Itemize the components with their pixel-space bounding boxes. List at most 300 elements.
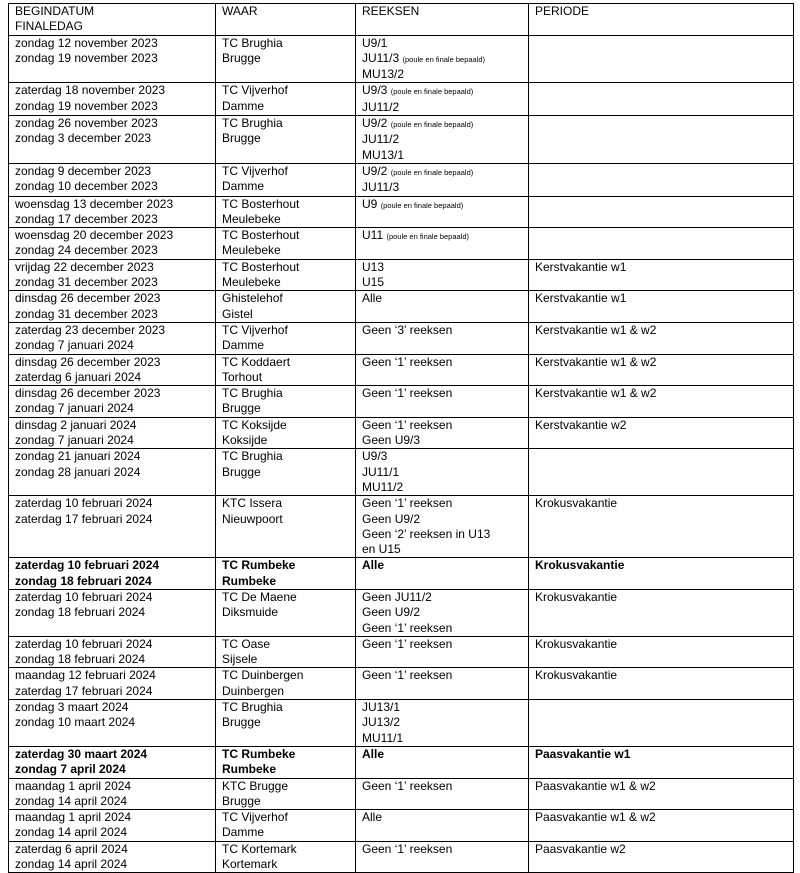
place-cell bbox=[216, 746, 356, 778]
series-item: U9/1 bbox=[362, 35, 388, 50]
series-cell bbox=[356, 746, 529, 778]
table-row bbox=[9, 778, 794, 810]
table-row bbox=[9, 668, 794, 700]
begin-date: zondag 21 januari 2024 bbox=[15, 449, 141, 464]
table-body bbox=[9, 35, 794, 873]
place-cell bbox=[216, 778, 356, 810]
series-item: JU11/2 bbox=[362, 132, 400, 147]
begin-date: maandag 12 februari 2024 bbox=[15, 668, 156, 683]
period-text: Kerstvakantie w1 & w2 bbox=[535, 322, 657, 337]
series-line bbox=[362, 842, 522, 857]
period-text: Kerstvakantie w1 & w2 bbox=[535, 386, 657, 401]
series-line bbox=[362, 558, 522, 573]
series-line bbox=[362, 731, 522, 746]
series-line bbox=[362, 228, 522, 244]
series-line bbox=[362, 542, 522, 557]
series-item: Alle bbox=[362, 810, 383, 825]
header-periode bbox=[529, 4, 794, 36]
period-text: Paasvakantie w1 & w2 bbox=[535, 810, 656, 825]
period-text: Paasvakantie w1 bbox=[535, 746, 631, 761]
series-item: JU13/1 bbox=[362, 700, 401, 715]
place-cell bbox=[216, 196, 356, 228]
period-text: Paasvakantie w2 bbox=[535, 841, 626, 856]
begin-date: dinsdag 26 december 2023 bbox=[15, 386, 161, 401]
place-cell bbox=[216, 163, 356, 196]
final-date: zondag 7 april 2024 bbox=[15, 762, 126, 777]
begin-date: zaterdag 30 maart 2024 bbox=[15, 746, 148, 761]
city-name: Damme bbox=[222, 179, 265, 194]
final-date: zondag 18 februari 2024 bbox=[15, 605, 146, 620]
series-item: U9/2 bbox=[362, 116, 388, 131]
period-cell bbox=[529, 841, 794, 873]
place-cell bbox=[216, 259, 356, 291]
dates-cell bbox=[9, 354, 216, 386]
dates-cell bbox=[9, 196, 216, 228]
place-cell bbox=[216, 386, 356, 418]
series-line bbox=[362, 83, 522, 99]
final-date: zondag 19 november 2023 bbox=[15, 50, 158, 65]
series-line bbox=[362, 480, 522, 495]
series-item: U9 bbox=[362, 196, 378, 211]
city-name: Brugge bbox=[222, 131, 261, 146]
series-line bbox=[362, 668, 522, 683]
series-line bbox=[362, 260, 522, 275]
series-item: Geen ‘1’ reeksen bbox=[362, 496, 453, 511]
series-item: U13 bbox=[362, 259, 385, 274]
series-line bbox=[362, 51, 522, 67]
table-row bbox=[9, 636, 794, 668]
header-line: FINALEDAG bbox=[15, 19, 84, 34]
period-cell bbox=[529, 778, 794, 810]
series-note: (poule en finale bepaald) bbox=[380, 200, 464, 210]
series-note: (poule en finale bepaald) bbox=[402, 54, 486, 64]
begin-date: zondag 9 december 2023 bbox=[15, 163, 152, 178]
begin-date: zaterdag 10 februari 2024 bbox=[15, 496, 153, 511]
table-row bbox=[9, 386, 794, 418]
series-line bbox=[362, 449, 522, 464]
final-date: zondag 3 december 2023 bbox=[15, 131, 152, 146]
series-item: JU11/3 bbox=[362, 180, 400, 195]
series-item: Geen ‘2’ reeksen in U13 bbox=[362, 526, 491, 541]
series-note: (poule en finale bepaald) bbox=[390, 87, 474, 97]
final-date: zondag 7 januari 2024 bbox=[15, 401, 134, 416]
final-date: zondag 17 december 2023 bbox=[15, 211, 158, 226]
period-cell bbox=[529, 636, 794, 668]
series-cell bbox=[356, 558, 529, 590]
table-row bbox=[9, 116, 794, 164]
series-line bbox=[362, 148, 522, 163]
series-item: Geen ‘1’ reeksen bbox=[362, 668, 453, 683]
series-item: Geen ‘1’ reeksen bbox=[362, 778, 453, 793]
series-cell bbox=[356, 778, 529, 810]
period-cell bbox=[529, 116, 794, 164]
header-line: BEGINDATUM bbox=[15, 4, 95, 18]
period-cell bbox=[529, 354, 794, 386]
final-date: zondag 7 januari 2024 bbox=[15, 433, 134, 448]
begin-date: zaterdag 10 februari 2024 bbox=[15, 589, 153, 604]
club-name: TC Vijverhof bbox=[222, 810, 288, 825]
table-row bbox=[9, 291, 794, 323]
series-item: Geen ‘1’ reeksen bbox=[362, 841, 453, 856]
series-cell bbox=[356, 83, 529, 116]
city-name: Koksijde bbox=[222, 433, 268, 448]
series-cell bbox=[356, 386, 529, 418]
period-cell bbox=[529, 35, 794, 83]
table-row bbox=[9, 496, 794, 558]
dates-cell bbox=[9, 417, 216, 449]
series-item: Geen ‘1’ reeksen bbox=[362, 354, 453, 369]
series-item: Geen ‘3’ reeksen bbox=[362, 322, 453, 337]
club-name: TC Koksijde bbox=[222, 417, 287, 432]
series-item: MU11/2 bbox=[362, 479, 404, 494]
table-row bbox=[9, 841, 794, 873]
city-name: Meulebeke bbox=[222, 275, 281, 290]
table-row bbox=[9, 259, 794, 291]
series-cell bbox=[356, 196, 529, 228]
series-line bbox=[362, 418, 522, 433]
series-item: JU11/3 bbox=[362, 50, 400, 65]
header-line: REEKSEN bbox=[362, 4, 420, 18]
club-name: TC Brughia bbox=[222, 386, 283, 401]
begin-date: woensdag 20 december 2023 bbox=[15, 228, 174, 243]
table-row bbox=[9, 196, 794, 228]
series-item: U9/3 bbox=[362, 449, 388, 464]
begin-date: zaterdag 18 november 2023 bbox=[15, 83, 166, 98]
begin-date: vrijdag 22 december 2023 bbox=[15, 259, 154, 274]
table-row bbox=[9, 449, 794, 496]
series-line bbox=[362, 496, 522, 511]
series-item: Alle bbox=[362, 746, 385, 761]
series-item: MU11/1 bbox=[362, 730, 404, 745]
header-line: WAAR bbox=[222, 4, 258, 18]
series-line bbox=[362, 197, 522, 213]
dates-cell bbox=[9, 700, 216, 747]
begin-date: maandag 1 april 2024 bbox=[15, 810, 132, 825]
place-cell bbox=[216, 841, 356, 873]
dates-cell bbox=[9, 35, 216, 83]
final-date: zaterdag 6 januari 2024 bbox=[15, 369, 142, 384]
series-line bbox=[362, 527, 522, 542]
final-date: zaterdag 17 februari 2024 bbox=[15, 511, 153, 526]
series-line bbox=[362, 621, 522, 636]
series-line bbox=[362, 433, 522, 448]
series-cell bbox=[356, 589, 529, 636]
club-name: TC Koddaert bbox=[222, 354, 291, 369]
table-row bbox=[9, 589, 794, 636]
final-date: zondag 14 april 2024 bbox=[15, 825, 128, 840]
tournament-table bbox=[8, 3, 794, 873]
period-cell bbox=[529, 228, 794, 260]
begin-date: zondag 26 november 2023 bbox=[15, 116, 158, 131]
series-line bbox=[362, 715, 522, 730]
period-cell bbox=[529, 83, 794, 116]
dates-cell bbox=[9, 496, 216, 558]
series-item: Geen ‘1’ reeksen bbox=[362, 636, 453, 651]
period-text: Kerstvakantie w1 & w2 bbox=[535, 354, 657, 369]
series-cell bbox=[356, 668, 529, 700]
final-date: zondag 14 april 2024 bbox=[15, 857, 128, 872]
place-cell bbox=[216, 354, 356, 386]
period-cell bbox=[529, 322, 794, 354]
place-cell bbox=[216, 589, 356, 636]
final-date: zondag 31 december 2023 bbox=[15, 306, 158, 321]
city-name: Kortemark bbox=[222, 857, 278, 872]
header-reeksen bbox=[356, 4, 529, 36]
dates-cell bbox=[9, 259, 216, 291]
period-text: Kerstvakantie w2 bbox=[535, 417, 627, 432]
period-cell bbox=[529, 746, 794, 778]
header-row bbox=[9, 4, 794, 36]
period-text: Krokusvakantie bbox=[535, 589, 618, 604]
begin-date: woensdag 13 december 2023 bbox=[15, 196, 174, 211]
series-cell bbox=[356, 417, 529, 449]
city-name: Rumbeke bbox=[222, 762, 277, 777]
series-line bbox=[362, 590, 522, 605]
dates-cell bbox=[9, 116, 216, 164]
series-item: Geen ‘1’ reeksen bbox=[362, 417, 453, 432]
table-row bbox=[9, 810, 794, 842]
place-cell bbox=[216, 228, 356, 260]
dates-cell bbox=[9, 228, 216, 260]
city-name: Gistel bbox=[222, 306, 253, 321]
period-cell bbox=[529, 196, 794, 228]
club-name: TC Bosterhout bbox=[222, 196, 300, 211]
table-row bbox=[9, 83, 794, 116]
table-row bbox=[9, 558, 794, 590]
place-cell bbox=[216, 322, 356, 354]
city-name: Brugge bbox=[222, 401, 261, 416]
table-row bbox=[9, 322, 794, 354]
series-line bbox=[362, 747, 522, 762]
table-row bbox=[9, 746, 794, 778]
series-item: Geen JU11/2 bbox=[362, 589, 432, 604]
city-name: Brugge bbox=[222, 50, 261, 65]
city-name: Damme bbox=[222, 825, 265, 840]
series-line bbox=[362, 637, 522, 652]
series-line bbox=[362, 605, 522, 620]
series-cell bbox=[356, 291, 529, 323]
period-cell bbox=[529, 810, 794, 842]
series-line bbox=[362, 164, 522, 180]
dates-cell bbox=[9, 841, 216, 873]
series-line bbox=[362, 180, 522, 195]
city-name: Damme bbox=[222, 98, 265, 113]
period-cell bbox=[529, 558, 794, 590]
period-cell bbox=[529, 163, 794, 196]
place-cell bbox=[216, 116, 356, 164]
final-date: zondag 18 februari 2024 bbox=[15, 573, 152, 588]
period-text: Kerstvakantie w1 bbox=[535, 291, 627, 306]
club-name: Ghistelehof bbox=[222, 291, 283, 306]
series-line bbox=[362, 810, 522, 825]
place-cell bbox=[216, 35, 356, 83]
final-date: zondag 24 december 2023 bbox=[15, 243, 158, 258]
series-note: (poule en finale bepaald) bbox=[390, 120, 474, 130]
final-date: zondag 31 december 2023 bbox=[15, 275, 158, 290]
begin-date: dinsdag 2 januari 2024 bbox=[15, 417, 137, 432]
place-cell bbox=[216, 636, 356, 668]
begin-date: zaterdag 10 februari 2024 bbox=[15, 558, 160, 573]
header-waar bbox=[216, 4, 356, 36]
dates-cell bbox=[9, 83, 216, 116]
table-row bbox=[9, 35, 794, 83]
club-name: TC Rumbeke bbox=[222, 746, 296, 761]
series-cell bbox=[356, 449, 529, 496]
club-name: TC Duinbergen bbox=[222, 668, 304, 683]
series-cell bbox=[356, 354, 529, 386]
series-item: Geen ‘1’ reeksen bbox=[362, 620, 453, 635]
dates-cell bbox=[9, 589, 216, 636]
city-name: Meulebeke bbox=[222, 211, 281, 226]
final-date: zondag 19 november 2023 bbox=[15, 98, 158, 113]
club-name: KTC Issera bbox=[222, 496, 283, 511]
series-line bbox=[362, 779, 522, 794]
city-name: Brugge bbox=[222, 464, 261, 479]
final-date: zaterdag 17 februari 2024 bbox=[15, 683, 153, 698]
series-line bbox=[362, 465, 522, 480]
series-item: U15 bbox=[362, 275, 385, 290]
series-item: Geen U9/2 bbox=[362, 605, 421, 620]
series-note: (poule en finale bepaald) bbox=[386, 232, 470, 242]
club-name: TC Vijverhof bbox=[222, 322, 288, 337]
club-name: TC Bosterhout bbox=[222, 259, 300, 274]
city-name: Diksmuide bbox=[222, 605, 279, 620]
series-cell bbox=[356, 700, 529, 747]
place-cell bbox=[216, 700, 356, 747]
city-name: Sijsele bbox=[222, 652, 258, 667]
period-cell bbox=[529, 589, 794, 636]
city-name: Meulebeke bbox=[222, 243, 281, 258]
club-name: TC Oase bbox=[222, 636, 271, 651]
series-item: MU13/2 bbox=[362, 67, 405, 82]
begin-date: zaterdag 23 december 2023 bbox=[15, 322, 166, 337]
series-cell bbox=[356, 636, 529, 668]
dates-cell bbox=[9, 746, 216, 778]
period-cell bbox=[529, 668, 794, 700]
final-date: zondag 10 december 2023 bbox=[15, 179, 158, 194]
club-name: TC Brughia bbox=[222, 116, 283, 131]
begin-date: dinsdag 26 december 2023 bbox=[15, 291, 161, 306]
begin-date: dinsdag 26 december 2023 bbox=[15, 354, 161, 369]
city-name: Brugge bbox=[222, 715, 261, 730]
begin-date: zaterdag 10 februari 2024 bbox=[15, 636, 153, 651]
table-row bbox=[9, 700, 794, 747]
series-line bbox=[362, 275, 522, 290]
city-name: Brugge bbox=[222, 793, 261, 808]
series-line bbox=[362, 291, 522, 306]
club-name: TC Vijverhof bbox=[222, 163, 288, 178]
dates-cell bbox=[9, 558, 216, 590]
period-cell bbox=[529, 700, 794, 747]
place-cell bbox=[216, 668, 356, 700]
series-item: JU11/1 bbox=[362, 464, 400, 479]
city-name: Nieuwpoort bbox=[222, 511, 283, 526]
series-item: Alle bbox=[362, 558, 385, 573]
header-line: PERIODE bbox=[535, 4, 590, 18]
place-cell bbox=[216, 291, 356, 323]
dates-cell bbox=[9, 778, 216, 810]
dates-cell bbox=[9, 386, 216, 418]
club-name: TC Vijverhof bbox=[222, 83, 288, 98]
series-cell bbox=[356, 322, 529, 354]
series-line bbox=[362, 36, 522, 51]
dates-cell bbox=[9, 322, 216, 354]
series-cell bbox=[356, 496, 529, 558]
begin-date: zondag 3 maart 2024 bbox=[15, 700, 129, 715]
series-item: JU13/2 bbox=[362, 715, 401, 730]
final-date: zondag 7 januari 2024 bbox=[15, 338, 134, 353]
begin-date: zondag 12 november 2023 bbox=[15, 35, 158, 50]
series-item: JU11/2 bbox=[362, 99, 400, 114]
series-cell bbox=[356, 163, 529, 196]
series-item: Alle bbox=[362, 291, 383, 306]
period-cell bbox=[529, 496, 794, 558]
series-item: U11 bbox=[362, 228, 384, 243]
place-cell bbox=[216, 449, 356, 496]
city-name: Duinbergen bbox=[222, 683, 285, 698]
club-name: TC Brughia bbox=[222, 449, 283, 464]
city-name: Rumbeke bbox=[222, 573, 277, 588]
dates-cell bbox=[9, 291, 216, 323]
club-name: TC Kortemark bbox=[222, 841, 297, 856]
series-line bbox=[362, 116, 522, 132]
series-item: MU13/1 bbox=[362, 147, 405, 162]
series-item: en U15 bbox=[362, 542, 401, 557]
period-text: Paasvakantie w1 & w2 bbox=[535, 778, 656, 793]
period-cell bbox=[529, 386, 794, 418]
period-cell bbox=[529, 417, 794, 449]
series-item: U9/3 bbox=[362, 83, 388, 98]
series-line bbox=[362, 132, 522, 147]
series-item: Geen U9/3 bbox=[362, 433, 421, 448]
place-cell bbox=[216, 417, 356, 449]
club-name: KTC Brugge bbox=[222, 778, 289, 793]
club-name: TC Brughia bbox=[222, 35, 283, 50]
series-item: Geen ‘1’ reeksen bbox=[362, 386, 453, 401]
begin-date: maandag 1 april 2024 bbox=[15, 778, 132, 793]
place-cell bbox=[216, 83, 356, 116]
club-name: TC Bosterhout bbox=[222, 228, 300, 243]
period-text: Krokusvakantie bbox=[535, 668, 618, 683]
period-text: Krokusvakantie bbox=[535, 558, 625, 573]
final-date: zondag 28 januari 2024 bbox=[15, 464, 141, 479]
series-item: Geen U9/2 bbox=[362, 511, 421, 526]
period-text: Krokusvakantie bbox=[535, 636, 618, 651]
table-row bbox=[9, 163, 794, 196]
city-name: Damme bbox=[222, 338, 265, 353]
place-cell bbox=[216, 496, 356, 558]
place-cell bbox=[216, 810, 356, 842]
city-name: Torhout bbox=[222, 369, 263, 384]
series-cell bbox=[356, 228, 529, 260]
series-line bbox=[362, 323, 522, 338]
final-date: zondag 10 maart 2024 bbox=[15, 715, 136, 730]
table-row bbox=[9, 354, 794, 386]
header-begindatum bbox=[9, 4, 216, 36]
final-date: zondag 18 februari 2024 bbox=[15, 652, 146, 667]
period-cell bbox=[529, 291, 794, 323]
dates-cell bbox=[9, 668, 216, 700]
dates-cell bbox=[9, 810, 216, 842]
series-line bbox=[362, 100, 522, 115]
period-text: Krokusvakantie bbox=[535, 496, 618, 511]
series-line bbox=[362, 512, 522, 527]
table-row bbox=[9, 417, 794, 449]
begin-date: zaterdag 6 april 2024 bbox=[15, 841, 128, 856]
club-name: TC Rumbeke bbox=[222, 558, 296, 573]
series-note: (poule en finale bepaald) bbox=[390, 167, 474, 177]
dates-cell bbox=[9, 636, 216, 668]
